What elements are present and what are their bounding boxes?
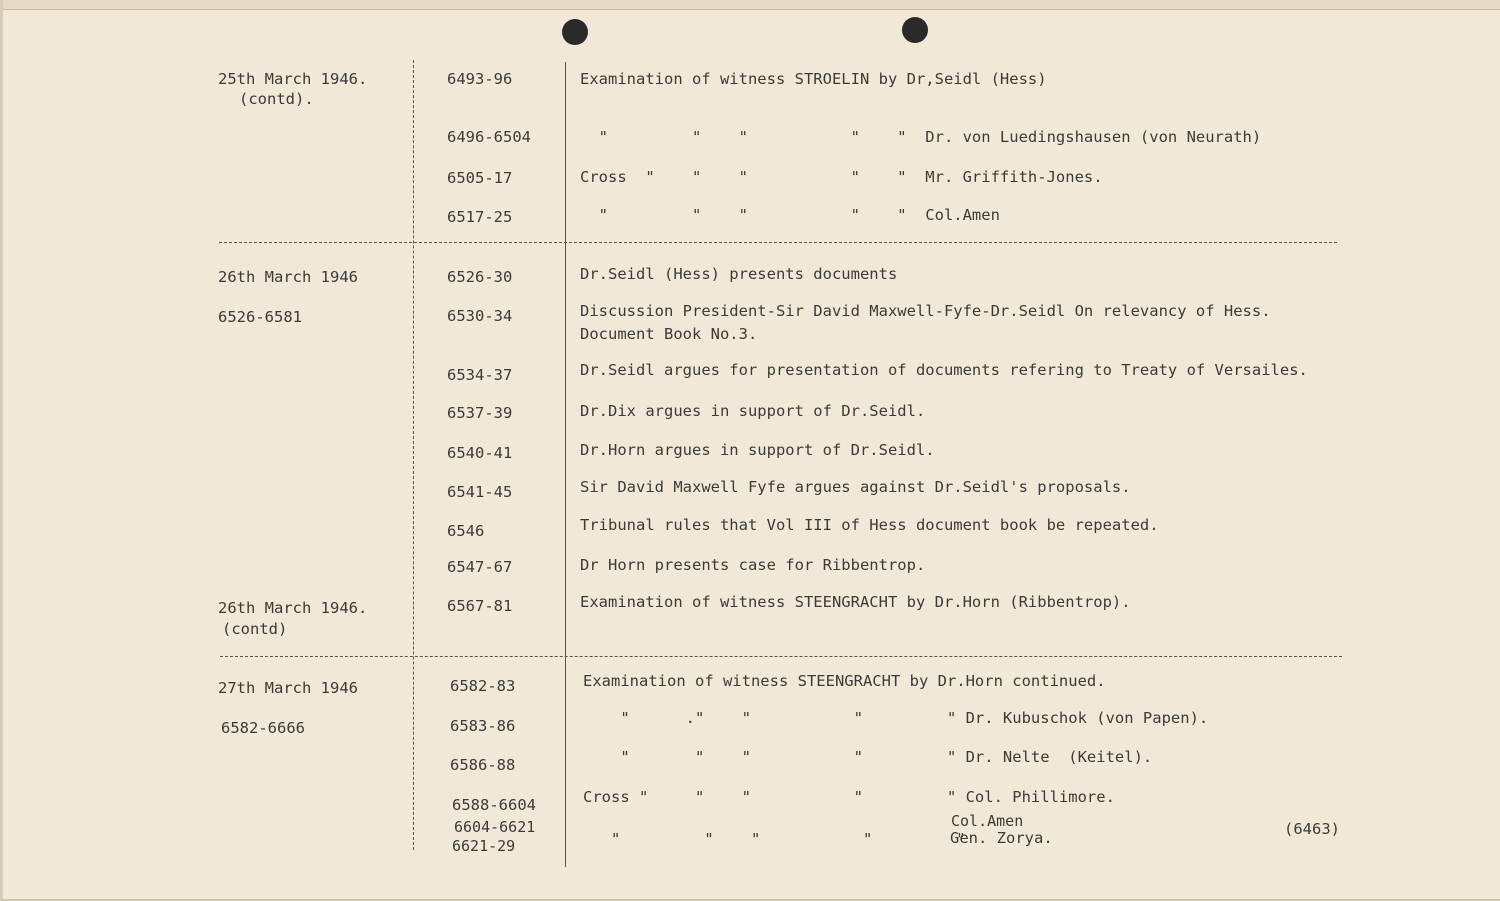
page-range: 6586-88 bbox=[450, 756, 516, 774]
page-range: 6541-45 bbox=[447, 483, 513, 501]
entry-description-continued: Document Book No.3. bbox=[580, 325, 758, 343]
entry-description: Dr.Dix argues in support of Dr.Seidl. bbox=[580, 402, 926, 420]
entry-description: " ." " " " Dr. Kubuschok (von Papen). bbox=[583, 709, 1209, 727]
entry-description: Tribunal rules that Vol III of Hess document book be repeated. bbox=[580, 516, 1159, 534]
entry-description: Sir David Maxwell Fyfe argues against Dr.Seidl's proposals. bbox=[580, 478, 1131, 496]
entry-description: Cross " " " " " Col. Phillimore. bbox=[583, 788, 1115, 806]
entry-description: Examination of witness STROELIN by Dr,Seidl (Hess) bbox=[580, 70, 1047, 88]
date-label: 25th March 1946. bbox=[218, 70, 368, 88]
entry-description: Dr Horn presents case for Ribbentrop. bbox=[580, 556, 926, 574]
column-rule-left bbox=[413, 60, 414, 850]
ditto-marks: " " " " " bbox=[583, 830, 966, 848]
entry-description: Dr.Seidl (Hess) presents documents bbox=[580, 265, 898, 283]
page-range: 6547-67 bbox=[447, 558, 513, 576]
page-range: 6537-39 bbox=[447, 404, 513, 422]
page-range: 6534-37 bbox=[447, 366, 513, 384]
page-range: 6583-86 bbox=[450, 717, 516, 735]
page-range: 6530-34 bbox=[447, 307, 513, 325]
punch-hole-left bbox=[562, 19, 588, 45]
page-range: 6567-81 bbox=[447, 597, 513, 615]
page-range: 6604-6621 bbox=[454, 818, 536, 836]
entry-description: Col.Amen bbox=[951, 812, 1024, 830]
page-range: 6540-41 bbox=[447, 444, 513, 462]
page-range: 6546 bbox=[447, 522, 485, 540]
entry-description: Cross " " " " " Mr. Griffith-Jones. bbox=[580, 168, 1103, 186]
entry-description: Examination of witness STEENGRACHT by Dr.Horn (Ribbentrop). bbox=[580, 593, 1131, 611]
entry-description: " " " " " Col.Amen bbox=[580, 206, 1000, 224]
page-range: 6517-25 bbox=[447, 208, 513, 226]
entry-description-continued: Gen. Zorya. bbox=[950, 829, 1053, 847]
date-continued-label: (contd). bbox=[239, 90, 314, 108]
card-top-edge bbox=[3, 0, 1500, 10]
page-range-continued: 6621-29 bbox=[452, 837, 516, 855]
page-range: 6496-6504 bbox=[447, 128, 531, 146]
page-range: 6493-96 bbox=[447, 70, 513, 88]
page-span-label: 6582-6666 bbox=[221, 719, 305, 737]
page-span-label: 6526-6581 bbox=[218, 308, 302, 326]
column-rule-right bbox=[565, 62, 566, 867]
entry-description: Dr.Seidl argues for presentation of documents refering to Treaty of Versailes. bbox=[580, 361, 1308, 379]
entry-description: Examination of witness STEENGRACHT by Dr.Horn continued. bbox=[583, 672, 1106, 690]
page-range: 6505-17 bbox=[447, 169, 513, 187]
date-continued-label: (contd) bbox=[222, 620, 288, 638]
entry-description: Dr.Horn argues in support of Dr.Seidl. bbox=[580, 441, 935, 459]
page-range: 6582-83 bbox=[450, 677, 516, 695]
page-number: (6463) bbox=[1284, 820, 1340, 838]
entry-description: Discussion President-Sir David Maxwell-Fyfe-Dr.Seidl On relevancy of Hess. bbox=[580, 302, 1271, 320]
date-label: 27th March 1946 bbox=[218, 679, 358, 697]
page-range: 6588-6604 bbox=[452, 796, 536, 814]
date-label: 26th March 1946 bbox=[218, 268, 358, 286]
section-divider-1 bbox=[219, 242, 1337, 243]
date-label: 26th March 1946. bbox=[218, 599, 368, 617]
page-range: 6526-30 bbox=[447, 268, 513, 286]
entry-description: " " " " " Dr. Nelte (Keitel). bbox=[583, 748, 1153, 766]
section-divider-2 bbox=[220, 656, 1342, 657]
punch-hole-right bbox=[902, 17, 928, 43]
entry-description: " " " " " Dr. von Luedingshausen (von Neurath) bbox=[580, 128, 1262, 146]
